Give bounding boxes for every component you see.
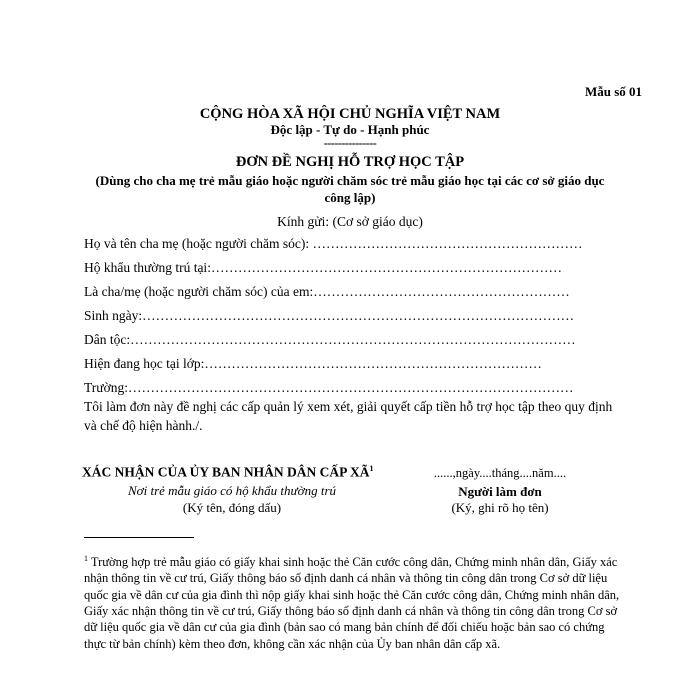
recipient-line: Kính gửi: (Cơ sở giáo dục) [277,214,423,229]
field-parent-name[interactable]: Họ và tên cha mẹ (hoặc người chăm sóc): …………………………………………………… [84,236,583,251]
field-child-name[interactable]: Là cha/mẹ (hoặc người chăm sóc) của em:………………………………………………… [84,284,570,299]
confirmation-heading [82,464,374,481]
document-subtitle: (Dùng cho cha mẹ trẻ mẫu giáo hoặc người chăm sóc trẻ mẫu giáo học tại các cơ sở giáo dục công lập) [95,173,605,205]
field-school[interactable]: Trường:……………………………………………………………………………………… [84,380,574,395]
date-line: ......,ngày....tháng....năm.... [433,466,567,480]
field-current-class[interactable]: Hiện đang học tại lớp:………………………………………………………………… [84,356,542,371]
footnote-divider [84,537,194,538]
applicant-title: Người làm đơn [458,484,542,499]
footnote-text: Trường hợp trẻ mẫu giáo có giấy khai sinh hoặc thẻ Căn cước công dân, Chứng minh nhân dân, Giấy xác nhận thông tin về cư trú, Giấy thông báo số định danh cá nhân và thông tin công dân trong Cơ sở dữ liệu quốc gia về dân cư của gia đình thì nộp giấy khai sinh hoặc thẻ Căn cước công dân, Chứng minh nhân dân, Giấy xác nhận thông tin về cư trú, Giấy thông báo số định danh cá nhân và thông tin công dân trong Cơ sở dữ liệu quốc gia về dân cư của gia đình (bản sao có mang bản chính để đối chiếu hoặc bản sao có chứng thực từ bản chính) kèm theo đơn, không cần xác nhận của Ủy ban nhân dân cấp xã. [84,555,620,651]
header-divider: --------------- [323,136,377,150]
footnote [84,551,624,652]
applicant-sign-note: (Ký, ghi rõ họ tên) [451,500,549,515]
confirmation-sign-note: (Ký tên, đóng dấu) [182,500,282,515]
national-motto: Độc lập - Tự do - Hạnh phúc [270,122,430,137]
field-permanent-residence[interactable]: Hộ khẩu thường trú tại:…………………………………………………………………… [84,260,562,275]
footnote-reference: 1 [369,464,374,473]
field-date-of-birth[interactable]: Sinh ngày:…………………………………………………………………………………… [84,308,575,323]
confirmation-heading-text: XÁC NHẬN CỦA ỦY BAN NHÂN DÂN CẤP XÃ [82,464,370,480]
request-statement: Tôi làm đơn này đề nghị các cấp quản lý xem xét, giải quyết cấp tiền hỗ trợ học tập theo quy định và chế độ hiện hành./. [84,399,613,433]
footnote-mark: 1 [84,554,88,563]
field-ethnicity[interactable]: Dân tộc:……………………………………………………………………………………… [84,332,576,347]
national-title: CỘNG HÒA XÃ HỘI CHỦ NGHĨA VIỆT NAM [199,106,501,122]
document-title: ĐƠN ĐỀ NGHỊ HỖ TRỢ HỌC TẬP [235,154,465,170]
confirmation-subtitle: Nơi trẻ mẫu giáo có hộ khẩu thường trú [127,483,336,498]
form-code: Mẫu số 01 [584,84,642,99]
